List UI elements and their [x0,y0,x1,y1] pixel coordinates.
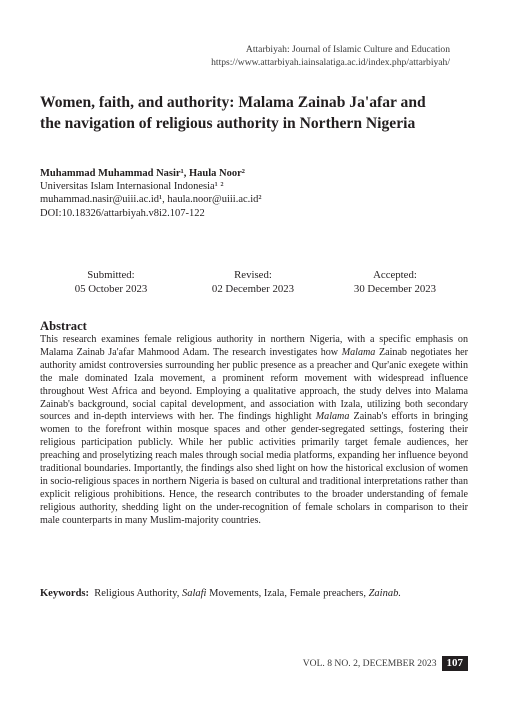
keywords-label: Keywords: [40,588,89,599]
date-value: 05 October 2023 [74,283,148,295]
journal-url[interactable]: https://www.attarbiyah.iainsalatiga.ac.id/index.php/attarbiyah/ [211,56,450,68]
date-submitted [40,268,182,296]
volume-info: VOL. 8 NO. 2, DECEMBER 2023 [302,658,437,669]
abstract-italic: Malama [315,411,350,423]
page-number: 107 [442,656,469,671]
date-accepted [324,268,466,296]
author-emails[interactable]: muhammad.nasir@uiii.ac.id¹, haula.noor@uiii.ac.id² [40,194,262,206]
journal-name: Attarbiyah: Journal of Islamic Culture and Education [245,44,450,55]
title-line-1: Women, faith, and authority: Malama Zainab Ja'afar and [40,94,426,111]
abstract-text [40,334,468,528]
author-block [40,167,262,220]
title-line-2: the navigation of religious authority in Northern Nigeria [40,114,416,132]
keyword-text: Movements, Izala, Female preachers, [206,588,369,599]
paper-title [40,93,460,134]
date-label: Accepted: [373,269,417,281]
keyword-italic: Salafi [181,588,207,599]
keywords [40,587,470,600]
abstract-part: Zainab's efforts in bringing women to the forefront within mosque spaces and other gender-segregated settings, fostering their religious participation publicly. While her public activities primarily target female audiences, her preaching and proselytizing reach males through social media platforms, expanding her influence beyond traditional boundaries. Importantly, the findings also shed light on how the historical exclusion of women in socio-religious spaces in northern Nigeria is based on cultural and traditional interpretations rather than explicit religious prohibitions. Hence, the research contributes to the broader understanding of female religious authority, shedding light on the under-recognition of female scholars in comparison to their male counterparts in many Muslim-majority countries. [40,411,468,526]
doi[interactable]: DOI:10.18326/attarbiyah.v8i2.107-122 [40,207,205,219]
date-revised [182,268,324,296]
author-names: Muhammad Muhammad Nasir¹, Haula Noor² [40,168,245,179]
journal-header [211,44,450,69]
abstract-italic: Malama [341,346,376,358]
abstract-part: This research examines female religious authority in northern Nigeria, with a specific emphasis on Malama Zainab Ja'afar Mahmood Adam. The research investigates how [40,334,468,358]
date-label: Revised: [234,269,272,281]
author-affiliation: Universitas Islam Internasional Indonesia¹ ² [40,181,224,193]
date-label: Submitted: [87,269,135,281]
abstract-heading: Abstract [40,319,87,333]
page-footer [290,656,468,671]
abstract-part: Zainab negotiates her authority amidst controversies surrounding her public presence as a preacher and Qur'anic exegete within the male dominated Izala movement, a prominent reform movement with widespread influence throughout West Africa and beyond. Employing a qualitative approach, the study delves into Malama Zainab's background, social capital development, and association with Izala, utilizing both secondary sources and in-depth interviews with her. The findings highlight [40,346,468,423]
date-value: 02 December 2023 [211,283,295,295]
keyword-text: Religious Authority, [94,588,182,599]
keyword-italic: Zainab. [368,588,401,599]
submission-dates [40,268,466,296]
date-value: 30 December 2023 [353,283,437,295]
